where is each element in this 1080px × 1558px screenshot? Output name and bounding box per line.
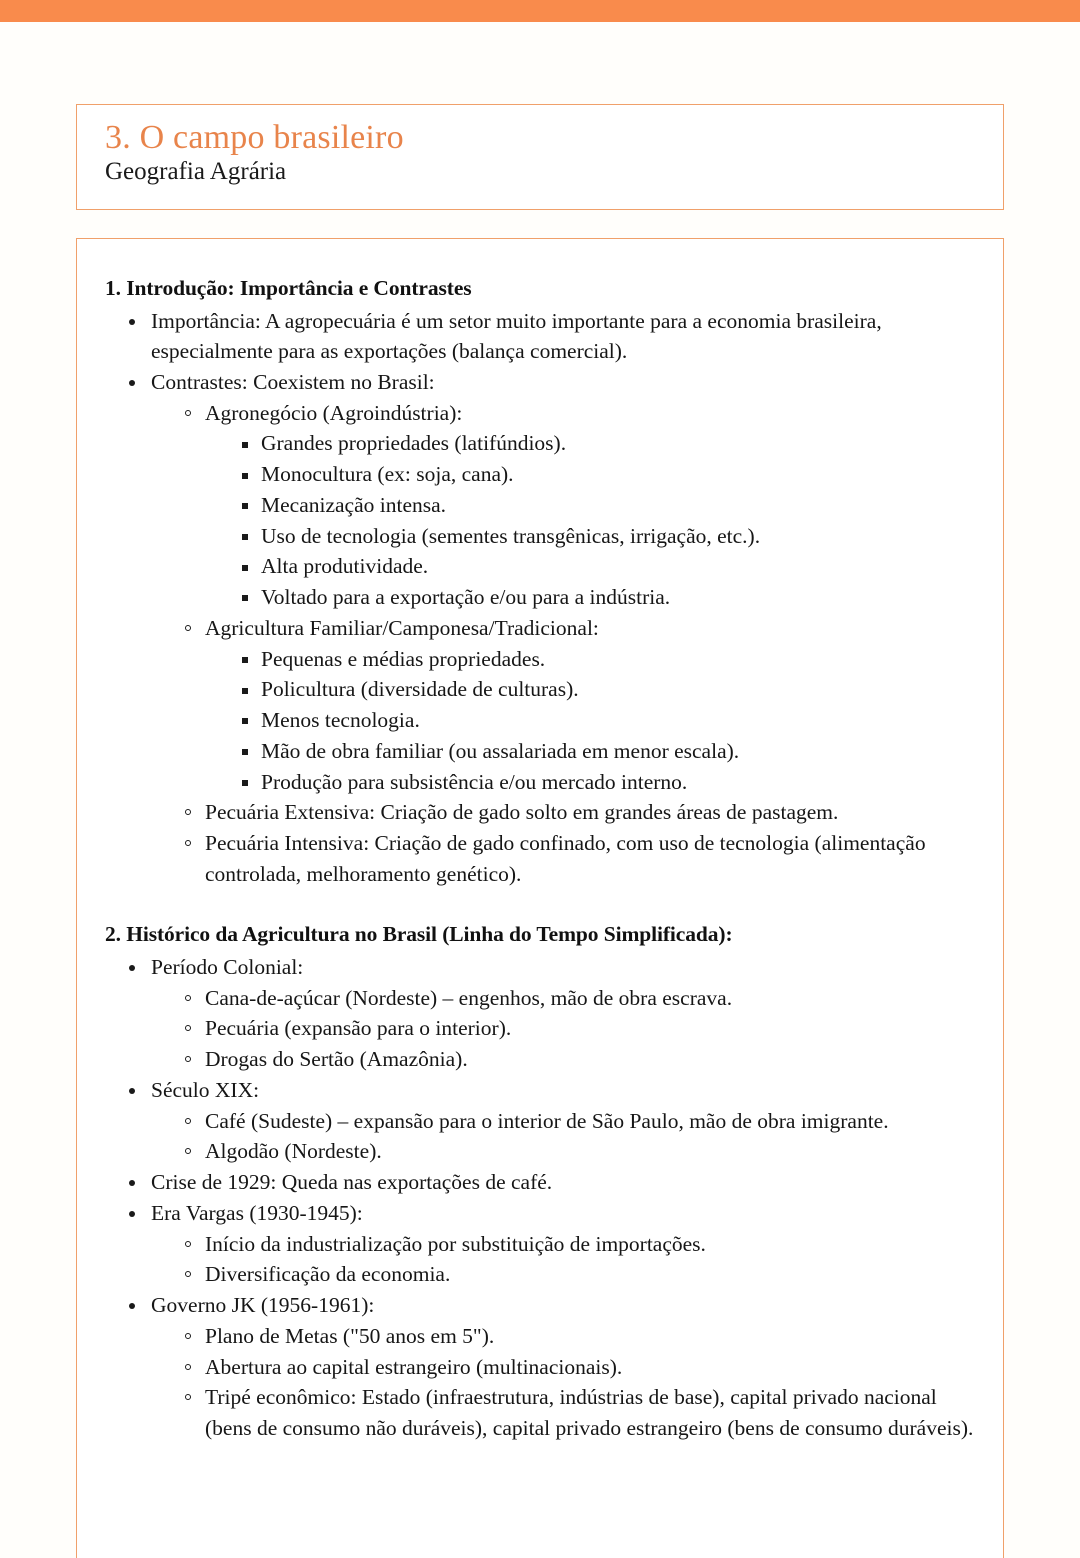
list-item-text: Menos tecnologia. bbox=[261, 708, 420, 733]
square-bullet-icon bbox=[242, 442, 248, 448]
square-bullet-icon bbox=[242, 473, 248, 479]
list-item-text: Plano de Metas ("50 anos em 5"). bbox=[205, 1323, 495, 1348]
list-item-text: Contrastes: Coexistem no Brasil: bbox=[151, 369, 435, 394]
list-item-text: Era Vargas (1930-1945): bbox=[151, 1200, 363, 1225]
list-item bbox=[111, 367, 979, 889]
square-bullet-icon bbox=[242, 718, 248, 724]
list-item-text: Início da industrialização por substituição de importações. bbox=[205, 1231, 706, 1256]
list-item-text: Abertura ao capital estrangeiro (multinacionais). bbox=[205, 1354, 623, 1379]
list-item bbox=[225, 428, 979, 459]
circle-bullet-icon bbox=[185, 1148, 191, 1154]
list-item bbox=[169, 398, 979, 613]
list-item bbox=[169, 1382, 979, 1443]
disc-bullet-icon bbox=[129, 1303, 135, 1309]
list-item bbox=[169, 1013, 979, 1044]
circle-bullet-icon bbox=[185, 1333, 191, 1339]
list-item-text: Tripé econômico: Estado (infraestrutura, indústrias de base), capital privado nacional (bens de consumo não duráveis), capital privado estrangeiro (bens de consumo duráveis). bbox=[205, 1385, 974, 1440]
document-header-box bbox=[76, 104, 1004, 210]
list-item bbox=[225, 674, 979, 705]
document-content bbox=[77, 239, 1003, 1444]
list-item bbox=[111, 952, 979, 1075]
list-item-text: Período Colonial: bbox=[151, 954, 304, 979]
list-item-text: Pecuária (expansão para o interior). bbox=[205, 1016, 512, 1041]
list-item bbox=[169, 1352, 979, 1383]
circle-bullet-icon bbox=[185, 1271, 191, 1277]
square-bullet-icon bbox=[242, 534, 248, 540]
outline-list-level-2 bbox=[151, 983, 979, 1075]
square-bullet-icon bbox=[242, 657, 248, 663]
disc-bullet-icon bbox=[129, 1180, 135, 1186]
section-heading: 2. Histórico da Agricultura no Brasil (Linha do Tempo Simplificada): bbox=[105, 922, 733, 947]
list-item bbox=[225, 705, 979, 736]
outline-list-level-1 bbox=[105, 952, 979, 1444]
list-item bbox=[225, 736, 979, 767]
list-item-text: Pecuária Intensiva: Criação de gado confinado, com uso de tecnologia (alimentação controlada, melhoramento genético). bbox=[205, 831, 926, 886]
list-item-text: Alta produtividade. bbox=[261, 554, 429, 579]
list-item-text: Governo JK (1956-1961): bbox=[151, 1293, 375, 1318]
list-item-text: Agronegócio (Agroindústria): bbox=[205, 400, 463, 425]
disc-bullet-icon bbox=[129, 380, 135, 386]
list-item-text: Monocultura (ex: soja, cana). bbox=[261, 462, 514, 487]
list-item bbox=[169, 983, 979, 1014]
circle-bullet-icon bbox=[185, 1364, 191, 1370]
document-section bbox=[105, 273, 979, 889]
disc-bullet-icon bbox=[129, 965, 135, 971]
circle-bullet-icon bbox=[185, 840, 191, 846]
list-item bbox=[169, 1321, 979, 1352]
list-item-text: Grandes propriedades (latifúndios). bbox=[261, 431, 567, 456]
list-item bbox=[169, 613, 979, 797]
list-item-text: Algodão (Nordeste). bbox=[205, 1139, 382, 1164]
list-item bbox=[169, 1259, 979, 1290]
list-item-text: Mecanização intensa. bbox=[261, 492, 447, 517]
document-header-inner bbox=[77, 105, 1003, 187]
list-item bbox=[225, 582, 979, 613]
list-item-text: Pequenas e médias propriedades. bbox=[261, 646, 546, 671]
top-accent-bar bbox=[0, 0, 1080, 22]
list-item bbox=[111, 1290, 979, 1444]
circle-bullet-icon bbox=[185, 1118, 191, 1124]
page-subtitle: Geografia Agrária bbox=[105, 158, 287, 186]
list-item-text: Café (Sudeste) – expansão para o interior de São Paulo, mão de obra imigrante. bbox=[205, 1108, 889, 1133]
outline-list-level-2 bbox=[151, 1106, 979, 1167]
list-item-text: Importância: A agropecuária é um setor muito importante para a economia brasileira, especialmente para as exportações (balança comercial). bbox=[151, 308, 882, 364]
list-item bbox=[169, 828, 979, 889]
disc-bullet-icon bbox=[129, 319, 135, 325]
square-bullet-icon bbox=[242, 595, 248, 601]
square-bullet-icon bbox=[242, 780, 248, 786]
list-item bbox=[169, 1106, 979, 1137]
circle-bullet-icon bbox=[185, 809, 191, 815]
list-item bbox=[225, 521, 979, 552]
document-content-box bbox=[76, 238, 1004, 1558]
list-item-text: Agricultura Familiar/Camponesa/Tradicional: bbox=[205, 615, 599, 640]
list-item-text: Produção para subsistência e/ou mercado interno. bbox=[261, 769, 688, 794]
circle-bullet-icon bbox=[185, 410, 191, 416]
list-item-text: Policultura (diversidade de culturas). bbox=[261, 677, 579, 702]
outline-list-level-2 bbox=[151, 1321, 979, 1444]
list-item-text: Pecuária Extensiva: Criação de gado solto em grandes áreas de pastagem. bbox=[205, 800, 839, 825]
list-item-text: Uso de tecnologia (sementes transgênicas, irrigação, etc.). bbox=[261, 523, 761, 548]
document-section bbox=[105, 919, 979, 1443]
circle-bullet-icon bbox=[185, 1025, 191, 1031]
circle-bullet-icon bbox=[185, 625, 191, 631]
list-item bbox=[225, 459, 979, 490]
list-item-text: Drogas do Sertão (Amazônia). bbox=[205, 1047, 468, 1072]
disc-bullet-icon bbox=[129, 1211, 135, 1217]
list-item bbox=[225, 551, 979, 582]
list-item-text: Diversificação da economia. bbox=[205, 1262, 451, 1287]
document-page bbox=[0, 22, 1080, 1528]
outline-list-level-3 bbox=[205, 428, 979, 612]
circle-bullet-icon bbox=[185, 995, 191, 1001]
list-item-text: Século XIX: bbox=[151, 1077, 260, 1102]
list-item-text: Mão de obra familiar (ou assalariada em menor escala). bbox=[261, 738, 740, 763]
page-title: 3. O campo brasileiro bbox=[105, 119, 404, 156]
outline-list-level-2 bbox=[151, 398, 979, 890]
list-item bbox=[169, 1044, 979, 1075]
list-item bbox=[111, 1198, 979, 1290]
list-item bbox=[111, 1167, 979, 1198]
list-item bbox=[225, 767, 979, 798]
square-bullet-icon bbox=[242, 565, 248, 571]
circle-bullet-icon bbox=[185, 1394, 191, 1400]
list-item bbox=[169, 1229, 979, 1260]
outline-list-level-1 bbox=[105, 306, 979, 890]
outline-list-level-2 bbox=[151, 1229, 979, 1290]
disc-bullet-icon bbox=[129, 1088, 135, 1094]
list-item bbox=[169, 1136, 979, 1167]
list-item bbox=[169, 797, 979, 828]
section-heading: 1. Introdução: Importância e Contrastes bbox=[105, 276, 472, 300]
list-item bbox=[111, 1075, 979, 1167]
list-item-text: Voltado para a exportação e/ou para a indústria. bbox=[261, 585, 671, 610]
list-item bbox=[225, 644, 979, 675]
list-item-text: Crise de 1929: Queda nas exportações de café. bbox=[151, 1170, 553, 1195]
square-bullet-icon bbox=[242, 688, 248, 694]
list-item bbox=[225, 490, 979, 521]
square-bullet-icon bbox=[242, 749, 248, 755]
list-item bbox=[111, 306, 979, 367]
outline-list-level-3 bbox=[205, 644, 979, 798]
circle-bullet-icon bbox=[185, 1241, 191, 1247]
square-bullet-icon bbox=[242, 503, 248, 509]
list-item-text: Cana-de-açúcar (Nordeste) – engenhos, mão de obra escrava. bbox=[205, 985, 733, 1010]
circle-bullet-icon bbox=[185, 1056, 191, 1062]
